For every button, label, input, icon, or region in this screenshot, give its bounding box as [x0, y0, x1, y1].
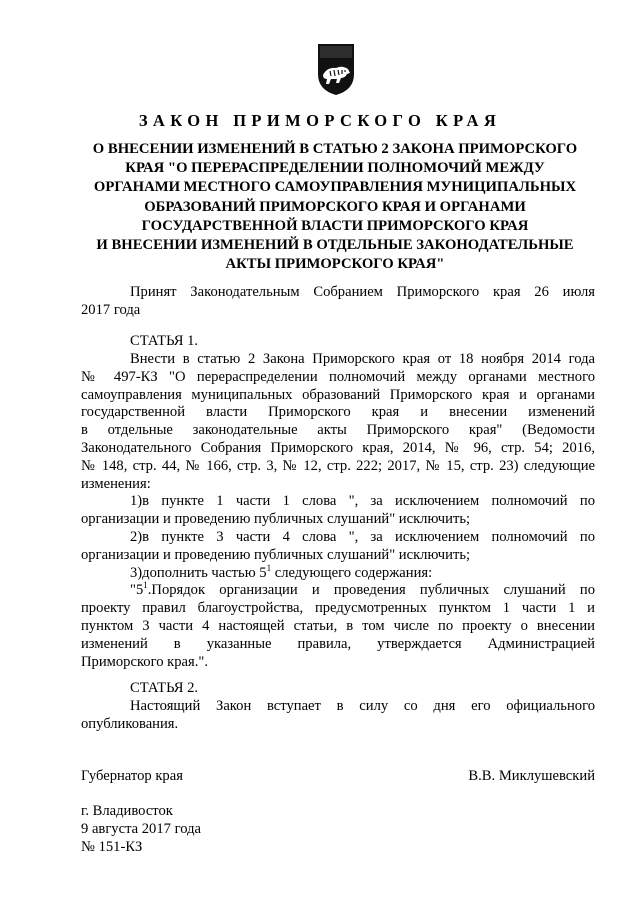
amendment-item-3: [81, 562, 595, 583]
text-line: изменения:: [81, 475, 151, 492]
text-line: Внести в статью 2 Закона Приморского края от 18 ноября 2014 года: [130, 351, 595, 367]
text-line: 2017 года: [81, 301, 141, 318]
subject-line: И ВНЕСЕНИИ ИЗМЕНЕНИЙ В ОТДЕЛЬНЫЕ ЗАКОНОДАТЕЛЬНЫЕ: [96, 237, 574, 254]
item-text: 3)дополнить частью 5: [130, 564, 267, 581]
text-line: изменений в указанные правила, утверждается Администрацией: [81, 635, 595, 652]
signatory-position: Губернатор края: [81, 768, 183, 784]
item-text: следующего содержания:: [271, 564, 433, 581]
place-date-number: [81, 803, 201, 856]
text-line: опубликования.: [81, 715, 179, 732]
text-line: проекту правил благоустройства, предусмотренных пунктом 1 части 1 и: [81, 600, 595, 617]
text-line: государственной власти Приморского края и внесении изменений: [81, 404, 595, 421]
city: г. Владивосток: [81, 803, 173, 819]
date: 9 августа 2017 года: [81, 820, 201, 837]
law-title: ЗАКОН ПРИМОРСКОГО КРАЯ: [138, 111, 502, 130]
subject-line: ГОСУДАРСТВЕННОЙ ВЛАСТИ ПРИМОРСКОГО КРАЯ: [141, 217, 529, 234]
text-line: организации и проведению публичных слушаний" исключить;: [81, 511, 471, 528]
article-2-heading: [81, 680, 595, 698]
text-line: Принят Законодательным Собранием Приморского края 26 июля: [130, 284, 595, 300]
text-line: № 148, стр. 44, № 166, стр. 3, № 12, стр. 222; 2017, № 15, стр. 23) следующие: [81, 457, 595, 474]
law-subject: [70, 140, 600, 274]
subject-line: ОРГАНАМИ МЕСТНОГО САМОУПРАВЛЕНИЯ МУНИЦИПАЛЬНЫХ: [93, 179, 577, 196]
text-line: организации и проведению публичных слушаний" исключить;: [81, 546, 471, 563]
subject-line: АКТЫ ПРИМОРСКОГО КРАЯ": [225, 256, 445, 273]
accepted-note: [81, 284, 595, 320]
text-line: Законодательного Собрания Приморского края, 2014, № 96, стр. 54; 2016,: [81, 439, 595, 456]
text-line: в отдельные законодательные акты Приморского края" (Ведомости: [81, 422, 595, 439]
article-2-body: [81, 698, 595, 734]
superscript: 1: [266, 562, 272, 573]
quoted-part-first-line: [81, 582, 595, 600]
text-line: Настоящий Закон вступает в силу со дня его официального: [130, 698, 595, 714]
text-line: № 497-КЗ "О перераспределении полномочий между органами местного: [81, 368, 595, 385]
text-line: Приморского края.".: [81, 653, 208, 670]
primorsky-krai-coat-of-arms-tiger-icon: [314, 42, 358, 96]
signatory-name: В.В. Миклушевский: [468, 768, 595, 784]
article-1-heading: [81, 333, 595, 351]
subject-line: ОБРАЗОВАНИЙ ПРИМОРСКОГО КРАЯ И ОРГАНАМИ: [144, 198, 526, 215]
quote-text: .Порядок организации и проведения публичных слушаний по: [147, 582, 595, 599]
text-line: самоуправления муниципальных образований Приморского края и органами: [81, 386, 595, 403]
superscript: 1: [143, 580, 148, 591]
law-number: № 151-КЗ: [81, 838, 143, 855]
article-heading-text: СТАТЬЯ 1.: [130, 333, 199, 349]
article-heading-text: СТАТЬЯ 2.: [130, 680, 199, 696]
subject-line: КРАЯ "О ПЕРЕРАСПРЕДЕЛЕНИИ ПОЛНОМОЧИЙ МЕЖДУ: [125, 160, 545, 177]
subject-line: О ВНЕСЕНИИ ИЗМЕНЕНИЙ В СТАТЬЮ 2 ЗАКОНА ПРИМОРСКОГО: [92, 141, 578, 157]
amendment-item-1: 1)в пункте 1 части 1 слова ", за исключением полномочий по: [130, 493, 595, 510]
text-line: пунктом 3 части 4 настоящей статьи, в том числе по проекту о внесении: [81, 617, 595, 634]
amendment-item-2: 2)в пункте 3 части 4 слова ", за исключением полномочий по: [130, 528, 595, 545]
article-1-body: [81, 351, 595, 671]
quote-start: "5: [130, 582, 144, 599]
